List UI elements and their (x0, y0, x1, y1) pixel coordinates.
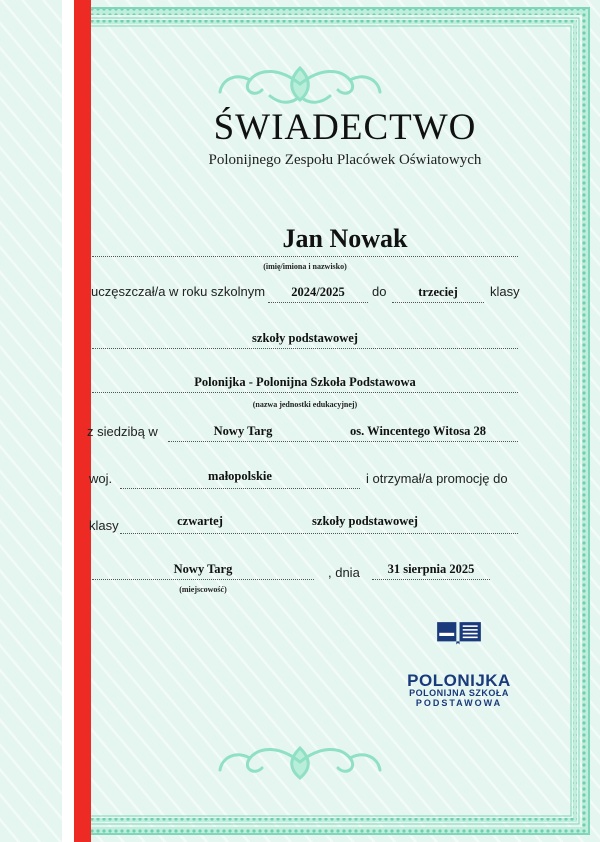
promotion-class-label: klasy (89, 518, 119, 533)
voivodeship-line (120, 488, 360, 489)
seat-line (168, 441, 518, 442)
place-caption: (miejscowość) (179, 585, 227, 594)
school-year-line (268, 302, 368, 303)
name-dotted-line (92, 256, 518, 257)
voivodeship-label: woj. (89, 471, 113, 486)
place-value: Nowy Targ (173, 562, 233, 576)
student-name: Jan Nowak (282, 224, 408, 253)
seat-label: z siedzibą w (87, 424, 158, 439)
place-line (92, 579, 314, 580)
logo-name: POLONIJKA (407, 671, 511, 690)
school-type-line (92, 348, 518, 349)
school-caption: (nazwa jednostki edukacyjnej) (252, 400, 358, 409)
name-caption: (imię/imiona i nazwisko) (263, 262, 347, 271)
logo-line2: POLONIJNA SZKOŁA (409, 688, 509, 698)
to-label: do (372, 284, 387, 299)
promotion-school-value: szkoły podstawowej (312, 514, 418, 528)
logo-line3: PODSTAWOWA (415, 698, 503, 708)
ribbon-white-stripe (62, 0, 74, 842)
school-type-value: szkoły podstawowej (252, 331, 358, 345)
attended-label: uczęszczał/a w roku szkolnym (91, 284, 266, 299)
promotion-line (120, 533, 518, 534)
seat-address-value: os. Wincentego Witosa 28 (350, 424, 486, 438)
seat-city-value: Nowy Targ (213, 424, 273, 438)
date-label: , dnia (328, 565, 360, 580)
class-ordinal-value: trzeciej (418, 285, 458, 299)
date-value: 31 sierpnia 2025 (387, 562, 475, 576)
class-label: klasy (490, 284, 520, 299)
top-ornament-icon (210, 58, 390, 108)
certificate-subtitle: Polonijnego Zespołu Placówek Oświatowych (208, 152, 482, 168)
bottom-ornament-icon (210, 736, 390, 786)
voivodeship-value: małopolskie (208, 469, 272, 483)
promotion-class-value: czwartej (177, 514, 223, 528)
school-year-value: 2024/2025 (291, 285, 345, 299)
school-name-value: Polonijka - Polonijna Szkoła Podstawowa (194, 375, 416, 389)
promotion-label: i otrzymał/a promocję do (366, 471, 508, 486)
school-name-line (92, 392, 518, 393)
date-line (372, 579, 490, 580)
ribbon-red-stripe (74, 0, 91, 842)
polonijka-book-logo-icon (400, 620, 518, 668)
class-ordinal-line (392, 302, 484, 303)
certificate-title: ŚWIADECTWO (213, 107, 477, 148)
